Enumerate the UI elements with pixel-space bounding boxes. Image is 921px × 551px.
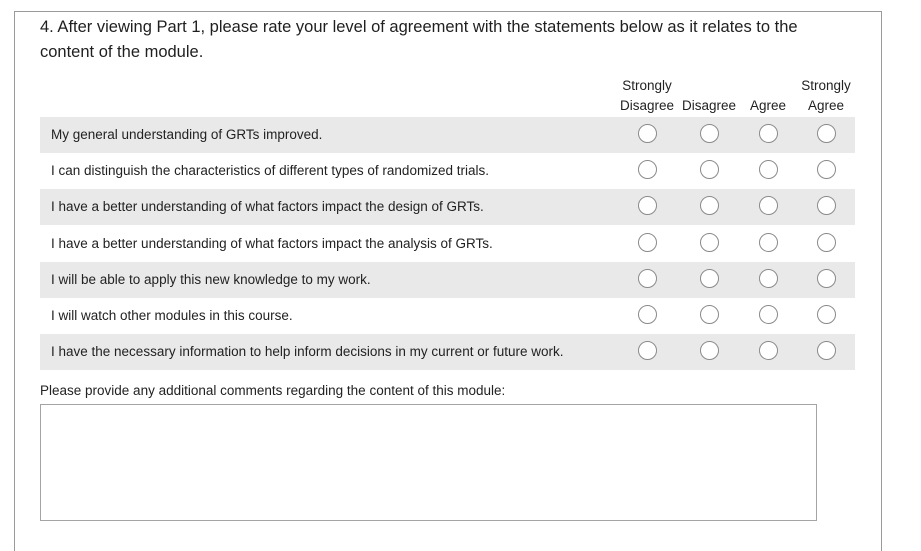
radio-agree[interactable] — [759, 305, 778, 324]
comments-textarea[interactable] — [40, 404, 817, 521]
statement-row — [40, 117, 855, 153]
column-header-line2: Disagree — [681, 98, 737, 113]
radio-strongly-disagree[interactable] — [638, 341, 657, 360]
question-text: 4. After viewing Part 1, please rate your level of agreement with the statements below as it relates to the content of the module. — [40, 18, 798, 61]
radio-strongly-agree[interactable] — [817, 124, 836, 143]
radio-disagree[interactable] — [700, 160, 719, 179]
column-header-line2: Agree — [807, 98, 845, 113]
column-header-strongly-disagree — [614, 76, 680, 116]
column-header-line1 — [744, 76, 792, 96]
statement-label: I have a better understanding of what factors impact the analysis of GRTs. — [51, 235, 493, 251]
radio-strongly-disagree[interactable] — [638, 269, 657, 288]
statement-row — [40, 298, 855, 334]
radio-strongly-agree[interactable] — [817, 196, 836, 215]
column-header-line2: Agree — [749, 98, 787, 113]
radio-disagree[interactable] — [700, 269, 719, 288]
column-header-line2: Disagree — [619, 98, 675, 113]
statement-row — [40, 189, 855, 225]
statement-label: My general understanding of GRTs improved. — [51, 127, 323, 142]
statement-label: I have a better understanding of what factors impact the design of GRTs. — [51, 199, 484, 215]
column-header-disagree — [678, 76, 740, 116]
column-header-strongly-agree — [798, 76, 854, 116]
comments-label: Please provide any additional comments regarding the content of this module: — [40, 383, 506, 398]
radio-strongly-disagree[interactable] — [638, 124, 657, 143]
radio-strongly-disagree[interactable] — [638, 233, 657, 252]
radio-agree[interactable] — [759, 160, 778, 179]
statement-label: I have the necessary information to help inform decisions in my current or future work. — [51, 344, 564, 360]
column-header-line1 — [678, 76, 740, 96]
radio-strongly-disagree[interactable] — [638, 305, 657, 324]
statement-label: I will watch other modules in this course. — [51, 308, 293, 323]
statement-row — [40, 262, 855, 298]
statement-row — [40, 153, 855, 189]
radio-strongly-agree[interactable] — [817, 160, 836, 179]
radio-agree[interactable] — [759, 341, 778, 360]
statement-row — [40, 226, 855, 262]
column-header-line1: Strongly — [622, 78, 672, 93]
radio-disagree[interactable] — [700, 196, 719, 215]
radio-disagree[interactable] — [700, 341, 719, 360]
statement-row — [40, 334, 855, 370]
radio-agree[interactable] — [759, 124, 778, 143]
radio-agree[interactable] — [759, 196, 778, 215]
statement-label: I will be able to apply this new knowledge to my work. — [51, 271, 371, 287]
radio-agree[interactable] — [759, 233, 778, 252]
column-header-line1: Strongly — [801, 78, 851, 93]
radio-strongly-disagree[interactable] — [638, 196, 657, 215]
radio-disagree[interactable] — [700, 305, 719, 324]
radio-disagree[interactable] — [700, 124, 719, 143]
radio-disagree[interactable] — [700, 233, 719, 252]
radio-strongly-agree[interactable] — [817, 305, 836, 324]
radio-agree[interactable] — [759, 269, 778, 288]
column-header-agree — [744, 76, 792, 116]
radio-strongly-agree[interactable] — [817, 341, 836, 360]
statement-label: I can distinguish the characteristics of different types of randomized trials. — [51, 163, 489, 179]
radio-strongly-agree[interactable] — [817, 233, 836, 252]
radio-strongly-disagree[interactable] — [638, 160, 657, 179]
radio-strongly-agree[interactable] — [817, 269, 836, 288]
